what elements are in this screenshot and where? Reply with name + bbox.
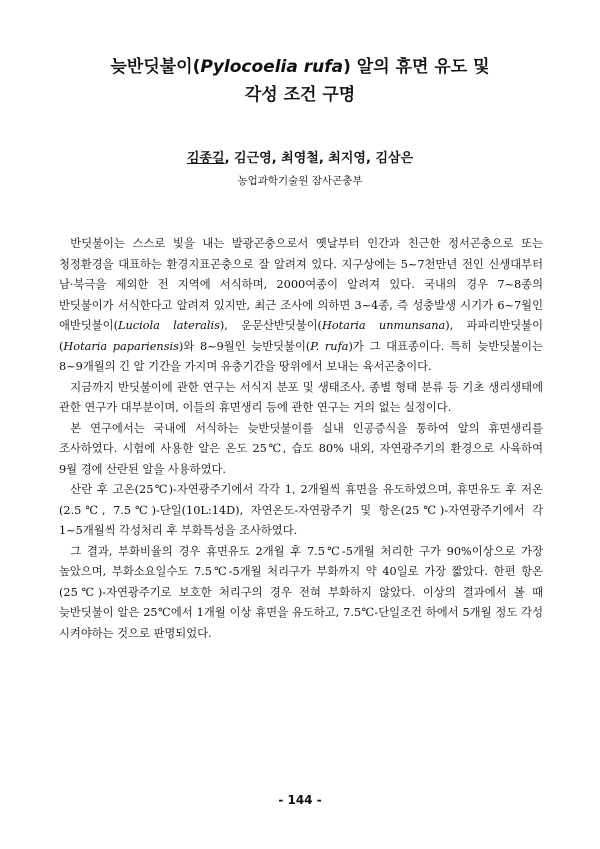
paper-title-line-1: [40, 56, 560, 78]
species-name: P. rufa: [310, 339, 349, 353]
paragraph-text: 그 결과, 부화비율의 경우 휴면유도 2개월 후 7.5℃-5개월 처리한 구가 90%이상으로 가장 높았으며, 부화소요일수도 7.5℃-5개월 처리구가 부화까지 약 40일로 가장 짧았다. 한편 항온(25℃)-자연광주기로 보호한 처리구의 경우 전혀 부화하지 않았다. 이상의 결과에서 볼 때 늦반딧불이 알은 25℃에서 1개월 이상 휴면을 유도하고, 7.5℃-단일조건 하에서 5개월 정도 각성 시켜야하는 것으로 판명되었다.: [59, 544, 543, 640]
paragraph-text: )가 그 대표종이다. 특히 늦반딧불이는 8~9개월의 긴 알 기간을 가지며 유충기간을 땅위에서 보내는 육서곤충이다.: [59, 339, 544, 373]
paragraph-text: 산란 후 고온(25℃)-자연광주기에서 각각 1, 2개월씩 휴면을 유도하였으며, 휴면유도 후 저온(2.5℃, 7.5℃)-단일(10L:14D), 자연온도-자연광주기 및 항온(25℃)-자연광주기에서 각 1~5개월씩 각성처리 후 부화특성을 조사하였다.: [59, 483, 543, 537]
title-text-korean-1: 늦반딧불이(: [110, 57, 201, 77]
first-author: 김종길: [186, 151, 225, 166]
paper-title-line-2: 각성 조건 구명: [244, 85, 356, 105]
species-name: Hotaria papariensis: [63, 339, 179, 353]
page-number: - 144 -: [278, 793, 322, 807]
paragraph-text: ), 파파리반딧불이(: [59, 319, 543, 353]
abstract-paragraph: [59, 542, 543, 645]
paragraph-text: 본 연구에서는 국내에 서식하는 늦반딧불이를 실내 인공증식을 통하여 알의 휴면생리를 조사하였다. 시험에 사용한 알은 온도 25℃, 습도 80% 내외, 자연광주기의 환경으로 사육하여 9월 경에 산란된 알을 사용하였다.: [59, 421, 543, 476]
title-text-korean-2: ) 알의 휴면 유도 및: [343, 57, 490, 77]
abstract-paragraph: [59, 480, 543, 542]
abstract-body: [59, 234, 543, 644]
co-authors: , 김근영, 최영철, 최지영, 김삼은: [224, 151, 414, 166]
abstract-paragraph: [59, 378, 543, 419]
paragraph-text: )와 8~9월인 늦반딧불이(: [178, 339, 311, 353]
author-list: [40, 150, 560, 168]
affiliation: 농업과학기술원 잠사곤충부: [237, 175, 363, 187]
abstract-paragraph: [59, 419, 543, 481]
paragraph-text: 지금까지 반딧불이에 관한 연구는 서식지 분포 및 생태조사, 종별 형태 분류 등 기초 생리생태에 관한 연구가 대부분이며, 이들의 휴면생리 등에 관한 연구는 거의 없는 실정이다.: [59, 380, 543, 414]
paragraph-text: 반딧불이는 스스로 빛을 내는 발광곤충으로서 옛날부터 인간과 친근한 정서곤충으로 또는 청정환경을 대표하는 환경지표곤충으로 잘 알려져 있다. 지구상에는 5~7천만년 전인 신생대부터 남·북극을 제외한 전 지역에 서식하며, 2000여종이 알려져 있다. 국내의 경우 7~8종의 반딧불이가 서식한다고 알려져 있지만, 최근 조사에 의하면 3~4종, 즉 성충발생 시기가 6~7월인 애반딧불이(: [59, 237, 543, 332]
paragraph-text: ), 운문산반딧불이(: [219, 319, 322, 332]
species-name: Hotaria unmunsana: [321, 319, 446, 332]
species-name: Luciola lateralis: [117, 319, 220, 332]
abstract-paragraph: [59, 234, 543, 378]
title-species-name: Pylocoelia rufa: [200, 57, 344, 77]
